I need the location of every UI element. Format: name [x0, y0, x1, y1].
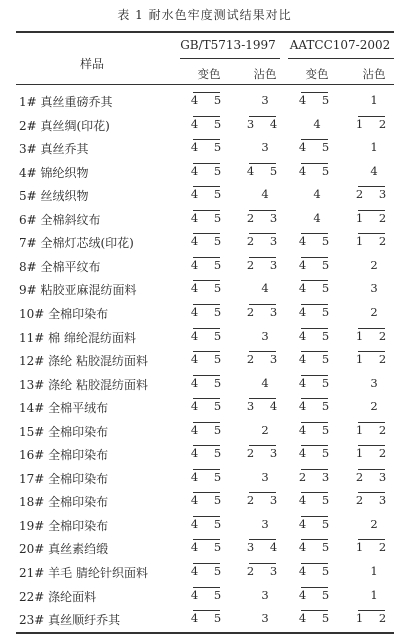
cell-gb-staining [240, 352, 290, 366]
grade-value: 2 3 [246, 446, 284, 461]
table-row [0, 93, 409, 118]
cell-gb-staining [240, 540, 290, 554]
grade-value: 1 [370, 140, 378, 155]
table-title: 表 1 耐水色牢度测试结果对比 [117, 8, 292, 22]
sample-name: 12# 涤纶 粘胶混纺面料 [19, 354, 148, 369]
grade-value: 4 5 [190, 234, 228, 249]
grade-value: 4 [370, 163, 378, 178]
sample-name: 22# 涤纶面料 [19, 589, 97, 604]
grade-value: 4 5 [190, 328, 228, 343]
cell-gb-staining [240, 258, 290, 272]
grade-value: 3 [261, 469, 269, 484]
grade-value: 2 3 [355, 469, 393, 484]
grade-value: 1 2 [355, 234, 393, 249]
sample-name: 6# 全棉斜纹布 [19, 212, 101, 227]
grade-value: 3 [370, 281, 378, 296]
cell-gb-color-change [184, 588, 234, 602]
cell-aatcc-color-change [292, 164, 342, 178]
grade-value: 4 5 [298, 163, 336, 178]
grade-value: 4 [313, 116, 321, 131]
table-row [0, 187, 409, 212]
grade-value: 4 5 [190, 469, 228, 484]
cell-aatcc-color-change [292, 281, 342, 295]
grade-value: 4 5 [298, 540, 336, 555]
table-row [0, 564, 409, 589]
sample-name: 21# 羊毛 腈纶针织面料 [19, 566, 148, 580]
grade-value: 4 5 [190, 187, 228, 202]
grade-value: 1 [370, 564, 378, 578]
cell-aatcc-color-change [292, 258, 342, 272]
sample-name: 1# 真丝重磅乔其 [19, 95, 113, 109]
grade-value: 3 [261, 140, 269, 155]
grade-value: 4 5 [298, 93, 336, 107]
table-row [0, 352, 409, 377]
grade-value: 4 5 [190, 611, 228, 626]
grade-value: 2 3 [355, 187, 393, 202]
grade-value: 3 4 [246, 399, 284, 414]
grade-value: 1 [370, 587, 378, 602]
cell-gb-color-change [184, 281, 234, 295]
grade-value: 1 2 [355, 210, 393, 225]
cell-gb-staining [240, 93, 290, 107]
table-row [0, 588, 409, 613]
sample-name: 20# 真丝素绉缎 [19, 542, 109, 557]
cell-aatcc-color-change [292, 93, 342, 107]
table-row [0, 517, 409, 542]
cell-aatcc-color-change [292, 140, 342, 154]
cell-aatcc-staining [349, 470, 399, 484]
grade-value: 2 3 [246, 234, 284, 249]
grade-value: 4 5 [298, 446, 336, 461]
sample-name: 14# 全棉平绒布 [19, 401, 109, 416]
grade-value: 2 3 [355, 493, 393, 508]
cell-aatcc-staining [349, 234, 399, 248]
grade-value: 4 [261, 375, 269, 390]
cell-aatcc-staining [349, 446, 399, 460]
grade-value: 4 [261, 281, 269, 296]
sample-name: 5# 丝绒织物 [19, 189, 89, 204]
grade-value: 4 5 [298, 422, 336, 437]
grade-value: 3 [261, 93, 269, 107]
cell-gb-color-change [184, 234, 234, 248]
table-row [0, 164, 409, 189]
cell-gb-color-change [184, 329, 234, 343]
sample-name: 4# 锦纶织物 [19, 165, 89, 180]
table-row [0, 470, 409, 495]
grade-value: 4 5 [190, 257, 228, 272]
subheader-aatcc-staining: 沾色 [362, 67, 386, 81]
cell-aatcc-color-change [292, 423, 342, 437]
grade-value: 2 3 [246, 304, 284, 319]
cell-gb-color-change [184, 423, 234, 437]
grade-value: 1 2 [355, 540, 393, 555]
sample-name: 10# 全棉印染布 [19, 306, 109, 321]
sample-name: 8# 全棉平纹布 [19, 259, 101, 274]
cell-aatcc-color-change [292, 376, 342, 390]
cell-aatcc-color-change [292, 493, 342, 507]
table-row [0, 234, 409, 259]
grade-value: 4 5 [190, 516, 228, 531]
grade-value: 3 [261, 516, 269, 531]
grade-value: 3 [370, 375, 378, 390]
cell-aatcc-staining [349, 329, 399, 343]
cell-aatcc-color-change [292, 470, 342, 484]
grade-value: 1 2 [355, 422, 393, 437]
grade-value: 2 [370, 257, 378, 272]
grade-value: 4 5 [190, 446, 228, 461]
grade-value: 4 5 [298, 375, 336, 390]
sample-name: 3# 真丝乔其 [19, 142, 89, 157]
cell-gb-staining [240, 493, 290, 507]
cell-gb-color-change [184, 493, 234, 507]
grade-value: 2 [370, 399, 378, 414]
grade-value: 4 5 [190, 93, 228, 107]
grade-value: 4 5 [190, 116, 228, 131]
grade-value: 4 5 [190, 493, 228, 508]
grade-value: 1 2 [355, 611, 393, 626]
grade-value: 4 5 [298, 234, 336, 249]
grade-value: 1 2 [355, 352, 393, 367]
grade-value: 2 3 [246, 257, 284, 272]
cell-aatcc-staining [349, 164, 399, 178]
cell-gb-staining [240, 281, 290, 295]
grade-value: 4 5 [298, 399, 336, 414]
cell-gb-color-change [184, 305, 234, 319]
cell-aatcc-color-change [292, 399, 342, 413]
grade-value: 4 5 [298, 140, 336, 155]
cell-gb-staining [240, 376, 290, 390]
grade-value: 4 5 [298, 328, 336, 343]
header-subrule-gb [180, 58, 280, 59]
grade-value: 4 5 [190, 422, 228, 437]
cell-gb-staining [240, 164, 290, 178]
grade-value: 4 5 [298, 611, 336, 626]
sample-name: 7# 全棉灯芯绒(印花) [19, 236, 134, 251]
grade-value: 4 [261, 187, 269, 202]
grade-value: 4 5 [190, 564, 228, 578]
table-row [0, 211, 409, 236]
cell-gb-color-change [184, 376, 234, 390]
top-rule [16, 31, 394, 33]
grade-value: 4 5 [298, 564, 336, 578]
cell-aatcc-color-change [292, 588, 342, 602]
cell-gb-staining [240, 329, 290, 343]
cell-gb-staining [240, 305, 290, 319]
grade-value: 4 5 [190, 163, 228, 178]
header-subrule-aatcc [288, 58, 394, 59]
cell-aatcc-staining [349, 117, 399, 131]
cell-aatcc-color-change [292, 517, 342, 531]
grade-value: 2 [370, 304, 378, 319]
grade-value: 4 5 [298, 516, 336, 531]
cell-gb-color-change [184, 211, 234, 225]
cell-aatcc-color-change [292, 352, 342, 366]
subheader-aatcc-color-change: 变色 [305, 67, 329, 81]
cell-aatcc-staining [349, 93, 399, 107]
cell-gb-color-change [184, 93, 234, 107]
grade-value: 4 5 [190, 352, 228, 367]
cell-gb-color-change [184, 352, 234, 366]
cell-gb-color-change [184, 117, 234, 131]
sample-name: 11# 棉 绵纶混纺面料 [19, 330, 136, 345]
header-std-gb: GB/T5713-1997 [180, 38, 276, 52]
grade-value: 2 3 [246, 210, 284, 225]
cell-aatcc-staining [349, 281, 399, 295]
cell-aatcc-color-change [292, 611, 342, 625]
grade-value: 4 5 [190, 140, 228, 155]
cell-gb-color-change [184, 611, 234, 625]
sample-name: 17# 全棉印染布 [19, 471, 109, 486]
cell-aatcc-color-change [292, 329, 342, 343]
cell-gb-color-change [184, 517, 234, 531]
cell-aatcc-staining [349, 258, 399, 272]
sample-name: 16# 全棉印染布 [19, 448, 109, 463]
cell-aatcc-staining [349, 352, 399, 366]
grade-value: 4 5 [190, 399, 228, 414]
cell-aatcc-staining [349, 187, 399, 201]
table-row [0, 140, 409, 165]
grade-value: 2 [370, 516, 378, 531]
cell-aatcc-staining [349, 611, 399, 625]
grade-value: 3 [261, 587, 269, 602]
grade-value: 4 [313, 187, 321, 202]
cell-gb-staining [240, 517, 290, 531]
cell-gb-staining [240, 187, 290, 201]
grade-value: 4 5 [298, 352, 336, 367]
cell-aatcc-staining [349, 140, 399, 154]
sample-name: 19# 全棉印染布 [19, 518, 109, 533]
cell-aatcc-staining [349, 305, 399, 319]
header-bottom-rule [16, 84, 394, 85]
cell-gb-color-change [184, 564, 234, 578]
grade-value: 2 [261, 422, 269, 437]
grade-value: 4 5 [298, 493, 336, 508]
cell-aatcc-color-change [292, 564, 342, 578]
sample-name: 18# 全棉印染布 [19, 495, 109, 510]
cell-gb-staining [240, 588, 290, 602]
grade-value: 4 5 [298, 587, 336, 602]
grade-value: 4 5 [298, 304, 336, 319]
table-row [0, 376, 409, 401]
cell-gb-color-change [184, 399, 234, 413]
cell-aatcc-staining [349, 211, 399, 225]
table-row [0, 305, 409, 330]
cell-aatcc-color-change [292, 187, 342, 201]
cell-gb-color-change [184, 258, 234, 272]
grade-value: 4 5 [190, 281, 228, 296]
sample-name: 13# 涤纶 粘胶混纺面料 [19, 377, 148, 392]
grade-value: 3 [261, 611, 269, 626]
subheader-gb-color-change: 变色 [197, 67, 221, 81]
sample-name: 2# 真丝绸(印花) [19, 118, 110, 133]
grade-value: 2 3 [246, 564, 284, 578]
grade-value: 4 5 [190, 540, 228, 555]
table-row [0, 117, 409, 142]
cell-gb-staining [240, 611, 290, 625]
grade-value: 4 [313, 210, 321, 225]
grade-value: 3 [261, 328, 269, 343]
bottom-rule [16, 632, 394, 634]
table-row [0, 258, 409, 283]
grade-value: 4 5 [298, 281, 336, 296]
grade-value: 2 3 [246, 352, 284, 367]
grade-value: 3 4 [246, 116, 284, 131]
cell-gb-color-change [184, 470, 234, 484]
cell-aatcc-color-change [292, 211, 342, 225]
grade-value: 1 2 [355, 328, 393, 343]
cell-gb-staining [240, 117, 290, 131]
cell-gb-color-change [184, 187, 234, 201]
cell-aatcc-staining [349, 517, 399, 531]
cell-aatcc-staining [349, 376, 399, 390]
grade-value: 3 4 [246, 540, 284, 555]
header-sample: 样品 [79, 57, 104, 71]
cell-aatcc-staining [349, 564, 399, 578]
cell-gb-color-change [184, 164, 234, 178]
cell-aatcc-staining [349, 493, 399, 507]
grade-value: 1 [370, 93, 378, 107]
grade-value: 4 5 [298, 257, 336, 272]
table-row [0, 399, 409, 424]
cell-gb-color-change [184, 540, 234, 554]
grade-value: 1 2 [355, 116, 393, 131]
grade-value: 4 5 [190, 375, 228, 390]
cell-gb-color-change [184, 140, 234, 154]
grade-value: 4 5 [190, 587, 228, 602]
cell-gb-staining [240, 423, 290, 437]
grade-value: 4 5 [246, 163, 284, 178]
cell-gb-staining [240, 234, 290, 248]
cell-gb-staining [240, 470, 290, 484]
subheader-gb-staining: 沾色 [253, 67, 277, 81]
cell-aatcc-color-change [292, 117, 342, 131]
table-row [0, 446, 409, 471]
cell-gb-staining [240, 211, 290, 225]
grade-value: 4 5 [190, 304, 228, 319]
cell-aatcc-staining [349, 588, 399, 602]
cell-aatcc-color-change [292, 234, 342, 248]
cell-aatcc-staining [349, 399, 399, 413]
sample-name: 15# 全棉印染布 [19, 424, 109, 439]
cell-aatcc-color-change [292, 305, 342, 319]
cell-gb-staining [240, 140, 290, 154]
sample-name: 23# 真丝顺纡乔其 [19, 613, 121, 628]
header-std-aatcc: AATCC107-2002 [289, 38, 391, 52]
cell-aatcc-staining [349, 540, 399, 554]
cell-gb-color-change [184, 446, 234, 460]
table-row [0, 281, 409, 306]
grade-value: 2 3 [298, 469, 336, 484]
grade-value: 2 3 [246, 493, 284, 508]
table-row [0, 540, 409, 565]
cell-gb-staining [240, 446, 290, 460]
cell-aatcc-staining [349, 423, 399, 437]
grade-value: 4 5 [190, 210, 228, 225]
grade-value: 1 2 [355, 446, 393, 461]
table-row [0, 423, 409, 448]
table-row [0, 329, 409, 354]
sample-name: 9# 粘胶亚麻混纺面料 [19, 283, 137, 298]
cell-aatcc-color-change [292, 540, 342, 554]
table-row [0, 493, 409, 518]
cell-gb-staining [240, 564, 290, 578]
cell-aatcc-color-change [292, 446, 342, 460]
cell-gb-staining [240, 399, 290, 413]
